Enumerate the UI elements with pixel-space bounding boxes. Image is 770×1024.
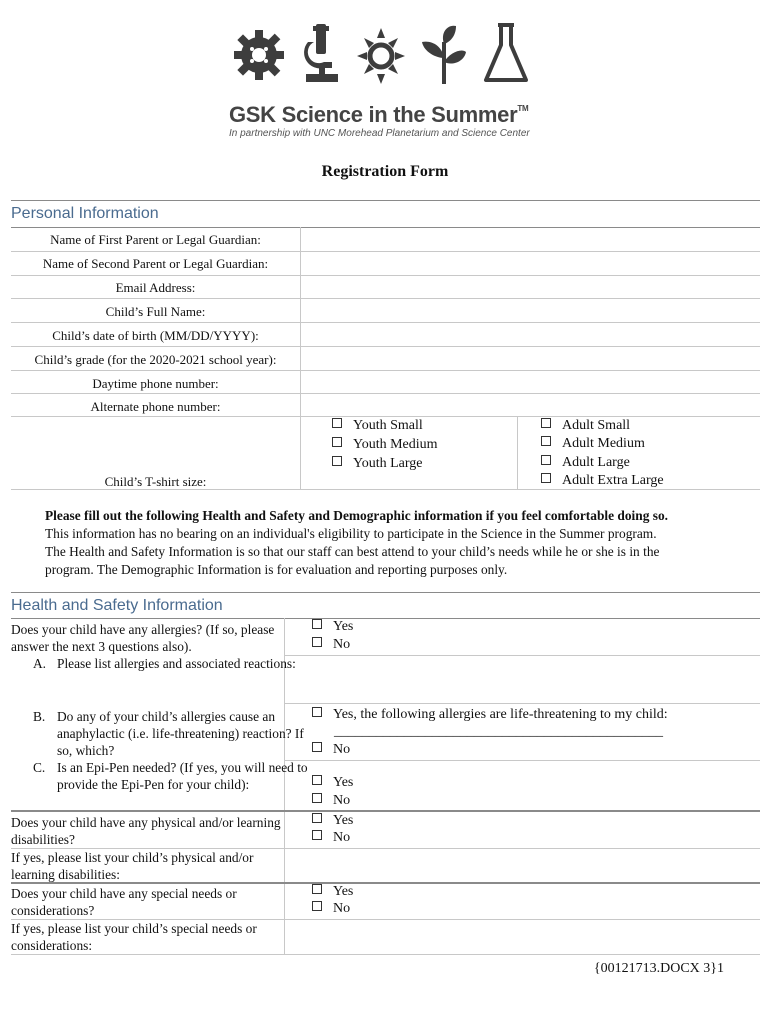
question-allergies: Does your child have any allergies? (If so, please answer the next 3 questions also).: [11, 622, 275, 654]
row-divider: [284, 760, 760, 761]
field-label: Alternate phone number:: [90, 399, 221, 414]
gear-icon: [230, 22, 288, 84]
checkbox-icon: [312, 901, 322, 911]
checkbox-adult-large[interactable]: Adult Large: [541, 455, 630, 471]
flask-icon: [482, 22, 530, 84]
checkbox-icon: [541, 436, 551, 446]
alternate-phone-input[interactable]: [302, 394, 758, 415]
field-label: Child’s Full Name:: [105, 304, 206, 319]
checkbox-icon: [312, 813, 322, 823]
epipen-yes-checkbox[interactable]: Yes: [312, 775, 353, 791]
question-special-needs: Does your child have any special needs or considerations?: [11, 886, 237, 918]
anaphylactic-yes-checkbox[interactable]: Yes, the following allergies are life-threatening to my child:: [312, 707, 668, 723]
field-label: Name of First Parent or Legal Guardian:: [50, 232, 261, 247]
first-parent-input[interactable]: [302, 228, 758, 250]
checkbox-icon: [312, 742, 322, 752]
microscope-icon: [302, 22, 342, 84]
allergies-list-input[interactable]: [286, 656, 758, 702]
checkbox-youth-small[interactable]: Youth Small: [332, 418, 423, 434]
question-epipen: C. Is an Epi-Pen needed? (If yes, you will need to provide the Epi-Pen for your child):: [33, 760, 308, 792]
checkbox-icon: [312, 775, 322, 785]
checkbox-icon: [541, 455, 551, 465]
checkbox-icon: [312, 884, 322, 894]
life-threatening-blank[interactable]: _______________________________________________: [334, 724, 663, 739]
checkbox-icon: [312, 793, 322, 803]
grade-input[interactable]: [302, 347, 758, 369]
child-name-input[interactable]: [302, 299, 758, 321]
field-label: Email Address:: [115, 280, 196, 295]
divider: [11, 592, 760, 593]
special-needs-yes-checkbox[interactable]: Yes: [312, 884, 353, 900]
checkbox-icon: [312, 830, 322, 840]
tshirt-label: Child’s T-shirt size:: [104, 474, 207, 489]
row-divider: [11, 489, 760, 490]
checkbox-icon: [312, 637, 322, 647]
special-needs-no-checkbox[interactable]: No: [312, 901, 350, 917]
checkbox-adult-small[interactable]: Adult Small: [541, 418, 630, 434]
question-disabilities-list: If yes, please list your child’s physical and/or learning disabilities:: [11, 850, 254, 882]
divider: [11, 810, 760, 812]
allergies-yes-checkbox[interactable]: Yes: [312, 619, 353, 635]
divider: [11, 200, 760, 201]
divider: [11, 882, 760, 884]
row-divider: [11, 954, 760, 955]
epipen-no-checkbox[interactable]: No: [312, 793, 350, 809]
disabilities-no-checkbox[interactable]: No: [312, 830, 350, 846]
section-health-title: Health and Safety Information: [11, 597, 223, 614]
document-footer: {00121713.DOCX 3}1: [593, 961, 724, 976]
question-disabilities: Does your child have any physical and/or learning disabilities?: [11, 815, 281, 847]
column-divider: [517, 416, 518, 489]
field-label: Daytime phone number:: [92, 376, 219, 391]
field-label: Child’s grade (for the 2020-2021 school year):: [34, 352, 277, 367]
field-label: Name of Second Parent or Legal Guardian:: [42, 256, 269, 271]
logo-icons: [230, 16, 530, 84]
section-personal-title: Personal Information: [11, 205, 159, 222]
dob-input[interactable]: [302, 323, 758, 345]
row-divider: [11, 416, 760, 417]
sun-icon: [356, 22, 406, 84]
disabilities-yes-checkbox[interactable]: Yes: [312, 813, 353, 829]
checkbox-adult-extra-large[interactable]: Adult Extra Large: [541, 473, 664, 489]
special-needs-list-input[interactable]: [286, 920, 758, 953]
question-anaphylactic: B. Do any of your child’s allergies cause an anaphylactic (i.e. life-threatening) reaction? If so, which?: [33, 709, 304, 758]
disabilities-list-input[interactable]: [286, 849, 758, 881]
checkbox-icon: [541, 418, 551, 428]
brand-name: GSK Science in the Summer™: [229, 102, 529, 127]
daytime-phone-input[interactable]: [302, 371, 758, 392]
checkbox-icon: [332, 418, 342, 428]
intro-paragraph: Please fill out the following Health and Safety and Demographic information if you feel comfortable doing so. This information has no bearing on an individual's eligibility to participate in the Science in the Summer program. The Health and Safety Information is so that our staff can best attend to your child’s needs while he or she is in the program. The Demographic Information is for evaluation and reporting purposes only.: [45, 508, 669, 577]
checkbox-youth-medium[interactable]: Youth Medium: [332, 437, 438, 453]
form-title: Registration Form: [321, 163, 449, 180]
checkbox-icon: [332, 456, 342, 466]
second-parent-input[interactable]: [302, 252, 758, 274]
field-label: Child’s date of birth (MM/DD/YYYY):: [52, 328, 259, 343]
checkbox-icon: [312, 619, 322, 629]
checkbox-youth-large[interactable]: Youth Large: [332, 456, 423, 472]
divider: [11, 618, 760, 619]
checkbox-adult-medium[interactable]: Adult Medium: [541, 436, 645, 452]
column-divider: [300, 227, 301, 489]
partnership-line: In partnership with UNC Morehead Planetarium and Science Center: [229, 128, 530, 139]
allergies-no-checkbox[interactable]: No: [312, 637, 350, 653]
email-input[interactable]: [302, 276, 758, 298]
anaphylactic-no-checkbox[interactable]: No: [312, 742, 350, 758]
checkbox-icon: [312, 707, 322, 717]
checkbox-icon: [332, 437, 342, 447]
checkbox-icon: [541, 473, 551, 483]
question-list-allergies: A. Please list allergies and associated reactions:: [33, 656, 296, 671]
row-divider: [284, 703, 760, 704]
question-special-needs-list: If yes, please list your child’s special needs or considerations:: [11, 921, 257, 953]
plant-icon: [420, 22, 468, 84]
